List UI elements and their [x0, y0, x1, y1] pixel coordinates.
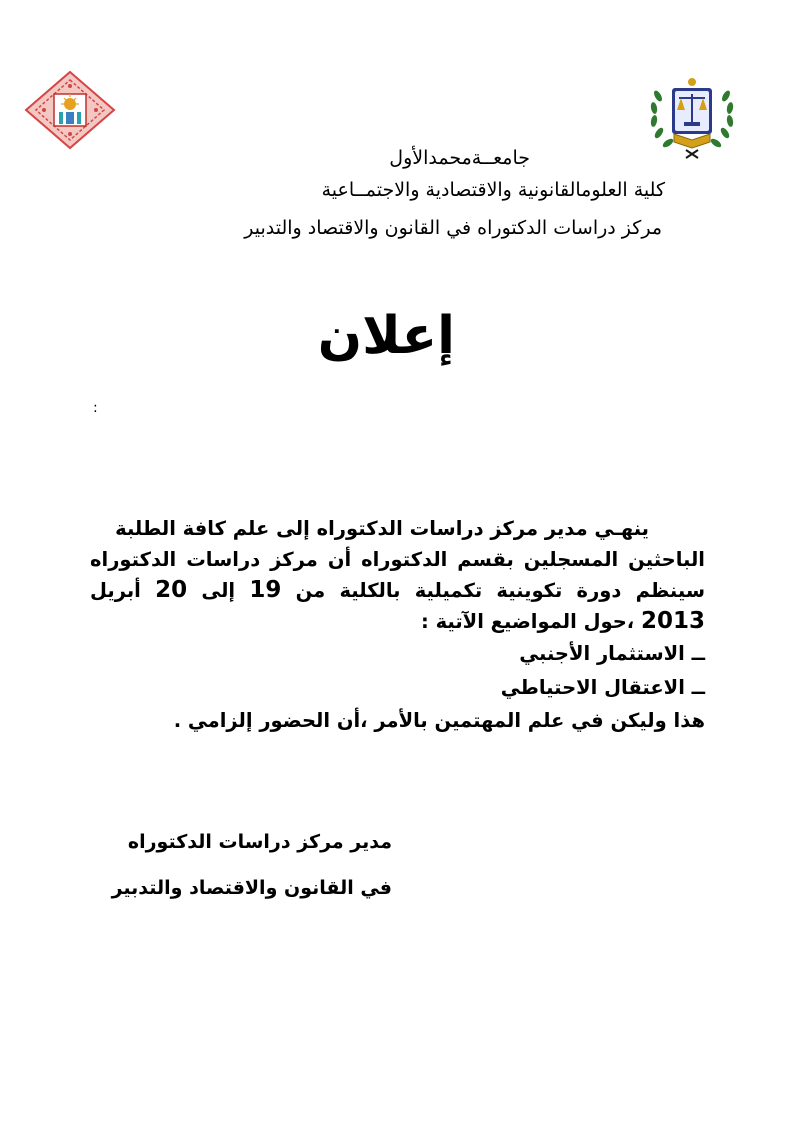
body-line-1: ينهـي مدير مركز دراسات الدكتوراه إلى علم كافة الطلبة: [115, 517, 649, 540]
scales-of-justice-icon: [646, 76, 738, 160]
signature-title: مدير مركز دراسات الدكتوراه: [127, 831, 392, 853]
stray-colon: :: [93, 400, 98, 416]
page-title: إعلان: [317, 306, 455, 366]
university-name: جامعــةمحمدالأول: [389, 147, 530, 169]
start-day: 19: [249, 577, 282, 603]
body-line-4-text: ،حول المواضيع الآتية :: [420, 610, 635, 633]
body-line-3-from: من: [295, 579, 326, 602]
month: أبريل: [90, 579, 141, 602]
body-line-3: [90, 575, 705, 606]
body-line-3-text: سينظم دورة تكوينية تكميلية بالكلية: [339, 579, 706, 602]
year: 2013: [640, 608, 705, 634]
faculty-name: كلية العلومالقانونية والاقتصادية والاجتمــاعية: [321, 179, 665, 201]
announcement-body: [90, 513, 705, 736]
topic-item-1: ــ الاستثمار الأجنبي: [519, 642, 705, 665]
signature-block: [112, 828, 392, 902]
closing-line: هذا وليكن في علم المهتمين بالأمر ،أن الحضور إلزامي .: [173, 709, 705, 732]
body-line-2: الباحثين المسجلين بقسم الدكتوراه أن مركز دراسات الدكتوراه: [90, 548, 705, 571]
university-emblem-icon: [24, 70, 116, 150]
topic-item-2: ــ الاعتقال الاحتياطي: [500, 676, 705, 699]
center-name: مركز دراسات الدكتوراه في القانون والاقتصاد والتدبير: [244, 217, 662, 239]
body-line-3-to: إلى: [201, 579, 236, 602]
signature-department: في القانون والاقتصاد والتدبير: [111, 877, 392, 899]
body-line-4: [90, 606, 705, 637]
end-day: 20: [155, 577, 188, 603]
